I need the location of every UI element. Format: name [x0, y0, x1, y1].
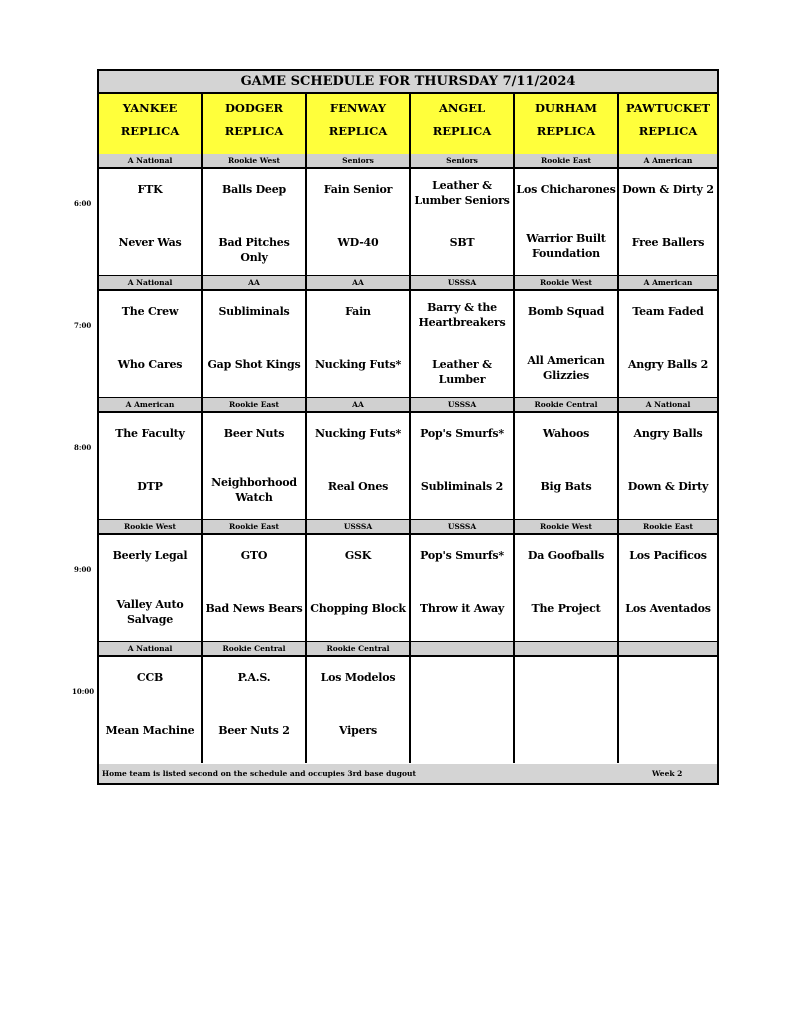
- game-cell: [99, 169, 203, 275]
- home-team: [203, 723, 305, 738]
- division-label: A National: [99, 154, 203, 167]
- away-team: [203, 182, 305, 197]
- team-name: GTO: [240, 549, 268, 562]
- field-name: YANKEE: [122, 101, 178, 115]
- team-name: Subliminals: [218, 305, 290, 318]
- home-team: [515, 601, 617, 616]
- away-team: [99, 670, 201, 685]
- team-name: Valley Auto Salvage: [116, 598, 184, 626]
- team-name: Nucking Futs*: [314, 427, 402, 440]
- team-name: Los Modelos: [320, 671, 396, 684]
- division-label: [411, 642, 515, 655]
- team-name: The Crew: [121, 305, 179, 318]
- team-name: P.A.S.: [237, 671, 271, 684]
- home-team: [307, 601, 409, 616]
- games-row: [99, 413, 717, 521]
- home-team: [411, 357, 513, 387]
- away-team: [203, 670, 305, 685]
- home-team: [411, 601, 513, 616]
- time-slot: [99, 642, 717, 764]
- division-label: A American: [99, 398, 203, 411]
- game-cell: [307, 169, 411, 275]
- field-name: ANGEL: [438, 101, 486, 115]
- home-team: [619, 479, 717, 494]
- division-label: Rookie West: [203, 154, 307, 167]
- game-cell: [411, 657, 515, 763]
- team-name: Balls Deep: [221, 183, 287, 196]
- game-cell: [515, 291, 619, 397]
- division-label: AA: [307, 398, 411, 411]
- home-team: [99, 594, 201, 630]
- home-team: [619, 357, 717, 372]
- time-label: 10:00: [72, 687, 95, 696]
- home-team: [203, 357, 305, 372]
- team-name: Fain Senior: [323, 183, 393, 196]
- game-cell: [619, 535, 717, 641]
- time-label: 8:00: [74, 443, 92, 452]
- team-name: Throw it Away: [419, 602, 505, 615]
- field-header-5: [619, 94, 717, 154]
- away-team: [619, 304, 717, 319]
- away-team: [99, 548, 201, 563]
- field-header-row: [99, 94, 717, 156]
- time-label: 7:00: [74, 321, 92, 330]
- team-name: Chopping Block: [310, 602, 406, 615]
- team-name: Beer Nuts: [223, 427, 285, 440]
- team-name: Free Ballers: [631, 236, 705, 249]
- field-type: REPLICA: [638, 124, 698, 138]
- away-team: [203, 426, 305, 441]
- division-label: USSSA: [307, 520, 411, 533]
- field-name: FENWAY: [329, 101, 387, 115]
- away-team: [515, 548, 617, 563]
- away-team: [99, 426, 201, 441]
- division-label: A American: [643, 156, 693, 165]
- away-team: [307, 304, 409, 319]
- division-label: Rookie East: [515, 154, 619, 167]
- team-name: Subliminals 2: [420, 480, 504, 493]
- home-team: [515, 479, 617, 494]
- field-type: REPLICA: [328, 124, 388, 138]
- home-team: [203, 472, 305, 508]
- field-type: REPLICA: [224, 124, 284, 138]
- field-header-1: [203, 94, 307, 154]
- game-cell: [203, 413, 307, 519]
- games-row: [99, 535, 717, 643]
- team-name: Down & Dirty 2: [622, 183, 714, 196]
- week-label: Week 2: [652, 769, 683, 778]
- team-name: Los Aventados: [625, 602, 711, 615]
- game-cell: [99, 413, 203, 519]
- team-name: Neighborhood Watch: [211, 476, 297, 504]
- division-label: USSSA: [411, 276, 515, 289]
- division-row: [99, 520, 717, 535]
- field-name: DURHAM: [534, 101, 598, 115]
- team-name: Warrior Built Foundation: [526, 232, 606, 260]
- team-name: WD-40: [337, 236, 379, 249]
- division-label: Seniors: [411, 154, 515, 167]
- division-row: [99, 276, 717, 291]
- game-cell: [307, 657, 411, 763]
- time-slot: [99, 520, 717, 642]
- away-team: [411, 548, 513, 563]
- team-name: Bad News Bears: [205, 602, 303, 615]
- field-name: DODGER: [224, 101, 284, 115]
- division-label: A National: [99, 642, 203, 655]
- home-team: [203, 601, 305, 616]
- division-label: [619, 642, 717, 655]
- away-team: [515, 426, 617, 441]
- home-team: [307, 723, 409, 738]
- game-cell: [99, 535, 203, 641]
- home-team: [411, 479, 513, 494]
- time-slot: [99, 276, 717, 398]
- home-team: [307, 479, 409, 494]
- division-label: A National: [99, 276, 203, 289]
- game-cell: [307, 291, 411, 397]
- team-name: Beer Nuts 2: [218, 724, 290, 737]
- away-team: [307, 548, 409, 563]
- schedule-table: [97, 69, 719, 785]
- games-row: [99, 291, 717, 399]
- team-name: Fain: [345, 305, 371, 318]
- team-name: Gap Shot Kings: [207, 358, 301, 371]
- division-label: Rookie East: [203, 520, 307, 533]
- team-name: Pop's Smurfs*: [420, 549, 504, 562]
- team-name: Vipers: [339, 724, 377, 737]
- team-name: Los Pacificos: [629, 549, 707, 562]
- home-team: [203, 235, 305, 265]
- field-name: PAWTUCKET: [625, 101, 711, 115]
- team-name: The Project: [531, 602, 601, 615]
- game-cell: [203, 535, 307, 641]
- field-type: REPLICA: [120, 124, 180, 138]
- team-name: Nucking Futs*: [314, 358, 402, 371]
- away-team: [515, 182, 617, 197]
- time-label: 6:00: [74, 199, 92, 208]
- time-slot: [99, 154, 717, 276]
- division-label: Rookie Central: [203, 642, 307, 655]
- division-label: Rookie East: [643, 522, 693, 531]
- home-team: [515, 228, 617, 264]
- team-name: Leather & Lumber Seniors: [414, 179, 510, 207]
- away-team: [619, 182, 717, 197]
- division-label: Seniors: [307, 154, 411, 167]
- game-cell: [307, 413, 411, 519]
- team-name: CCB: [136, 671, 164, 684]
- away-team: [203, 548, 305, 563]
- team-name: Barry & the Heartbreakers: [418, 301, 506, 329]
- team-name: Bomb Squad: [527, 305, 605, 318]
- away-team: [307, 426, 409, 441]
- field-header-4: [515, 94, 619, 154]
- team-name: Team Faded: [632, 305, 704, 318]
- team-name: Angry Balls: [633, 427, 703, 440]
- game-cell: [99, 657, 203, 763]
- team-name: Never Was: [118, 236, 182, 249]
- field-header-3: [411, 94, 515, 154]
- away-team: [411, 297, 513, 333]
- team-name: Wahoos: [542, 427, 590, 440]
- home-team: [99, 723, 201, 738]
- team-name: Who Cares: [117, 358, 183, 371]
- team-name: Big Bats: [540, 480, 592, 493]
- time-label: 9:00: [74, 565, 92, 574]
- away-team: [99, 182, 201, 197]
- division-label: A American: [643, 278, 693, 287]
- game-cell: [411, 413, 515, 519]
- away-team: [411, 426, 513, 441]
- away-team: [619, 426, 717, 441]
- game-cell: [411, 291, 515, 397]
- team-name: Down & Dirty: [627, 480, 709, 493]
- games-row: [99, 169, 717, 277]
- division-label: Rookie Central: [515, 398, 619, 411]
- games-row: [99, 657, 717, 763]
- game-cell: [619, 413, 717, 519]
- away-team: [307, 670, 409, 685]
- home-team: [99, 479, 201, 494]
- home-team: [99, 357, 201, 372]
- home-team: [99, 235, 201, 250]
- team-name: Beerly Legal: [112, 549, 188, 562]
- team-name: Angry Balls 2: [627, 358, 709, 371]
- away-team: [515, 304, 617, 319]
- division-label: Rookie East: [203, 398, 307, 411]
- field-type: REPLICA: [536, 124, 596, 138]
- time-slot: [99, 398, 717, 520]
- field-type: REPLICA: [432, 124, 492, 138]
- division-label: Rookie West: [515, 276, 619, 289]
- team-name: Bad Pitches Only: [218, 236, 290, 264]
- division-label: AA: [307, 276, 411, 289]
- game-cell: [411, 169, 515, 275]
- home-team: [619, 235, 717, 250]
- game-cell: [203, 657, 307, 763]
- away-team: [307, 182, 409, 197]
- team-name: Pop's Smurfs*: [420, 427, 504, 440]
- team-name: The Faculty: [115, 427, 185, 440]
- division-row: [99, 398, 717, 413]
- home-team: [515, 350, 617, 386]
- home-team: [411, 235, 513, 250]
- field-header-0: [99, 94, 203, 154]
- away-team: [411, 175, 513, 211]
- game-cell: [515, 535, 619, 641]
- game-cell: [203, 169, 307, 275]
- game-cell: [515, 657, 619, 763]
- schedule-title: GAME SCHEDULE FOR THURSDAY 7/11/2024: [99, 71, 717, 94]
- team-name: Da Goofballs: [527, 549, 605, 562]
- footer-note: Home team is listed second on the schedule and occupies 3rd base dugout: [102, 769, 416, 778]
- game-cell: [411, 535, 515, 641]
- away-team: [99, 304, 201, 319]
- game-cell: [203, 291, 307, 397]
- team-name: FTK: [137, 183, 163, 196]
- division-label: A National: [645, 400, 691, 409]
- division-row: [99, 642, 717, 657]
- team-name: SBT: [449, 236, 475, 249]
- team-name: Leather & Lumber: [432, 358, 492, 386]
- division-label: USSSA: [411, 398, 515, 411]
- away-team: [619, 548, 717, 563]
- home-team: [307, 357, 409, 372]
- division-label: Rookie West: [99, 520, 203, 533]
- division-label: Rookie West: [515, 520, 619, 533]
- home-team: [619, 601, 717, 616]
- team-name: Real Ones: [327, 480, 389, 493]
- division-label: Rookie Central: [307, 642, 411, 655]
- division-label: [515, 642, 619, 655]
- field-header-2: [307, 94, 411, 154]
- game-cell: [619, 291, 717, 397]
- team-name: All American Glizzies: [527, 354, 605, 382]
- team-name: Mean Machine: [105, 724, 195, 737]
- game-cell: [619, 169, 717, 275]
- division-label: AA: [203, 276, 307, 289]
- team-name: GSK: [344, 549, 372, 562]
- team-name: Los Chicharones: [516, 183, 616, 196]
- division-row: [99, 154, 717, 169]
- game-cell: [515, 169, 619, 275]
- away-team: [203, 304, 305, 319]
- game-cell: [619, 657, 717, 763]
- division-label: USSSA: [411, 520, 515, 533]
- game-cell: [99, 291, 203, 397]
- footer: [99, 764, 717, 783]
- game-cell: [307, 535, 411, 641]
- home-team: [307, 235, 409, 250]
- team-name: DTP: [137, 480, 163, 493]
- game-cell: [515, 413, 619, 519]
